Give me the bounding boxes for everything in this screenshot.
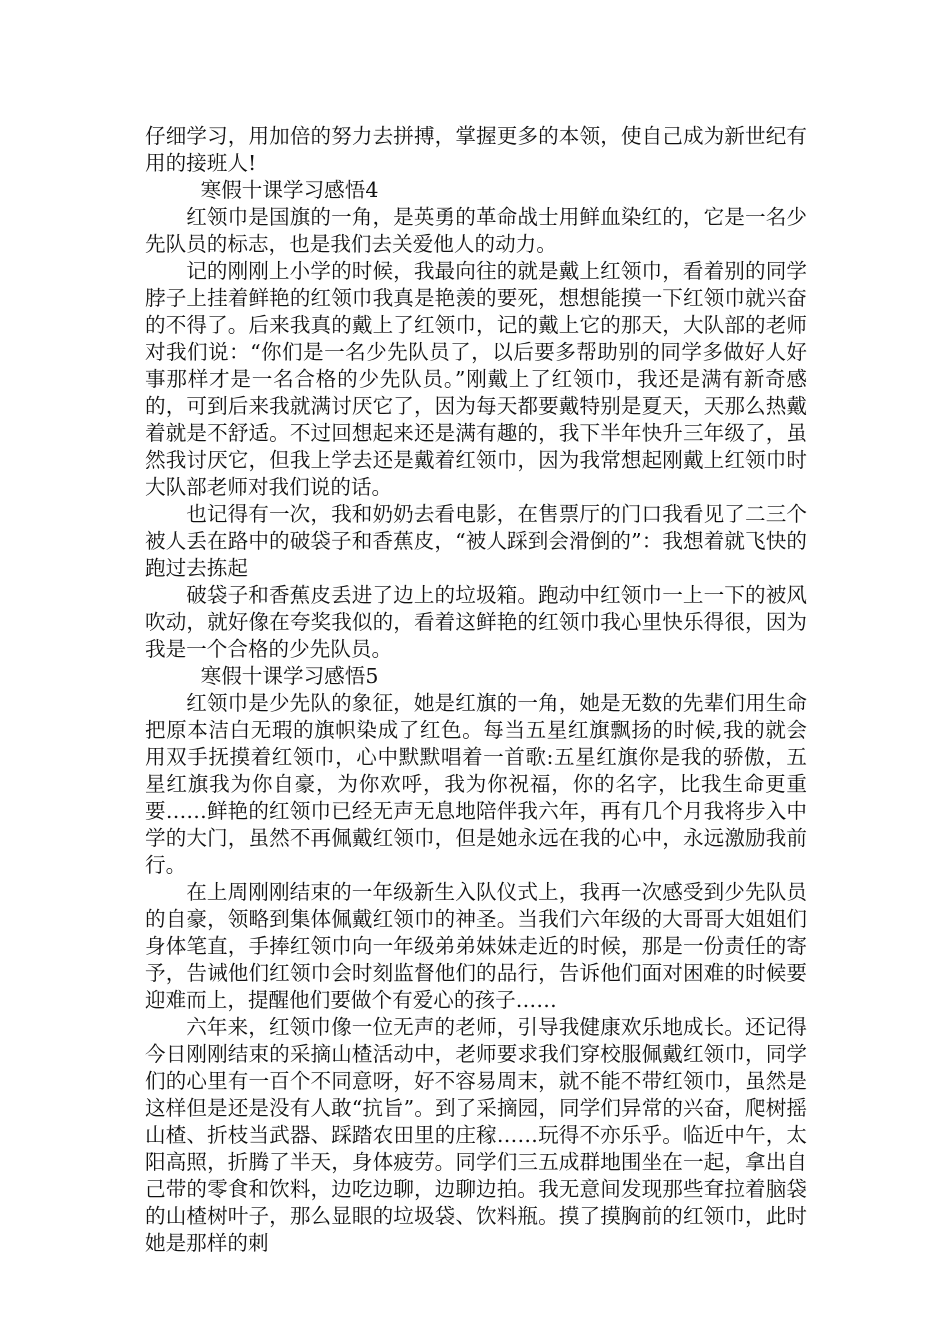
paragraph: 六年来，红领巾像一位无声的老师，引导我健康欢乐地成长。还记得今日刚刚结束的采摘山楂活动中，老师要求我们穿校服佩戴红领巾，同学们的心里有一百个不同意呀，好不容易周末，就不能不带红领巾，虽然是这样但是还是没有人敢“抗旨”。到了采摘园，同学们异常的兴奋，爬树摇山楂、折枝当武器、踩踏农田里的庄稼……玩得不亦乐乎。临近中午，太阳高照，折腾了半天，身体疲劳。同学们三五成群地围坐在一起，拿出自己带的零食和饮料，边吃边聊，边聊边拍。我无意间发现那些耷拉着脑袋的山楂树叶子，那么显眼的垃圾袋、饮料瓶。摸了摸胸前的红领巾，此时她是那样的刺 bbox=[145, 1015, 807, 1255]
section-heading-4: 寒假十课学习感悟4 bbox=[200, 178, 379, 202]
paragraph-intro-continued: 仔细学习，用加倍的努力去拼搏，掌握更多的本领，使自己成为新世纪有用的接班人! bbox=[145, 124, 807, 175]
paragraph: 也记得有一次，我和奶奶去看电影，在售票厅的门口我看见了二三个被人丢在路中的破袋子和香蕉皮，“被人踩到会滑倒的”：我想着就飞快的跑过去拣起 bbox=[145, 502, 807, 580]
paragraph: 记的刚刚上小学的时候，我最向往的就是戴上红领巾，看着别的同学脖子上挂着鲜艳的红领巾我真是艳羡的要死，想想能摸一下红领巾就兴奋的不得了。后来我真的戴上了红领巾，记的戴上它的那天，大队部的老师对我们说：“你们是一名少先队员了，以后要多帮助别的同学多做好人好事那样才是一名合格的少先队员。”刚戴上了红领巾，我还是满有新奇感的，可到后来我就满讨厌它了，因为每天都要戴特别是夏天，天那么热戴着就是不舒适。不过回想起来还是满有趣的，我下半年快升三年级了，虽然我讨厌它，但我上学去还是戴着红领巾，因为我常想起刚戴上红领巾时大队部老师对我们说的话。 bbox=[145, 259, 807, 499]
document-page bbox=[145, 123, 807, 1257]
paragraph: 红领巾是少先队的象征，她是红旗的一角，她是无数的先辈们用生命把原本洁白无瑕的旗帜染成了红色。每当五星红旗飘扬的时候,我的就会用双手抚摸着红领巾，心中默默唱着一首歌:五星红旗你是我的骄傲，五星红旗我为你自豪，为你欢呼，我为你祝福，你的名字，比我生命更重要……鲜艳的红领巾已经无声无息地陪伴我六年，再有几个月我将步入中学的大门，虽然不再佩戴红领巾，但是她永远在我的心中，永远激励我前行。 bbox=[145, 691, 807, 877]
paragraph: 破袋子和香蕉皮丢进了边上的垃圾箱。跑动中红领巾一上一下的被风吹动，就好像在夸奖我似的，看着这鲜艳的红领巾我心里快乐得很，因为我是一个合格的少先队员。 bbox=[145, 583, 807, 661]
paragraph: 在上周刚刚结束的一年级新生入队仪式上，我再一次感受到少先队员的自豪，领略到集体佩戴红领巾的神圣。当我们六年级的大哥哥大姐姐们身体笔直，手捧红领巾向一年级弟弟妹妹走近的时候，那是一份责任的寄予，告诫他们红领巾会时刻监督他们的品行，告诉他们面对困难的时候要迎难而上，提醒他们要做个有爱心的孩子…… bbox=[145, 880, 807, 1012]
paragraph: 红领巾是国旗的一角，是英勇的革命战士用鲜血染红的，它是一名少先队员的标志，也是我们去关爱他人的动力。 bbox=[145, 205, 807, 256]
section-heading-5: 寒假十课学习感悟5 bbox=[200, 664, 379, 688]
